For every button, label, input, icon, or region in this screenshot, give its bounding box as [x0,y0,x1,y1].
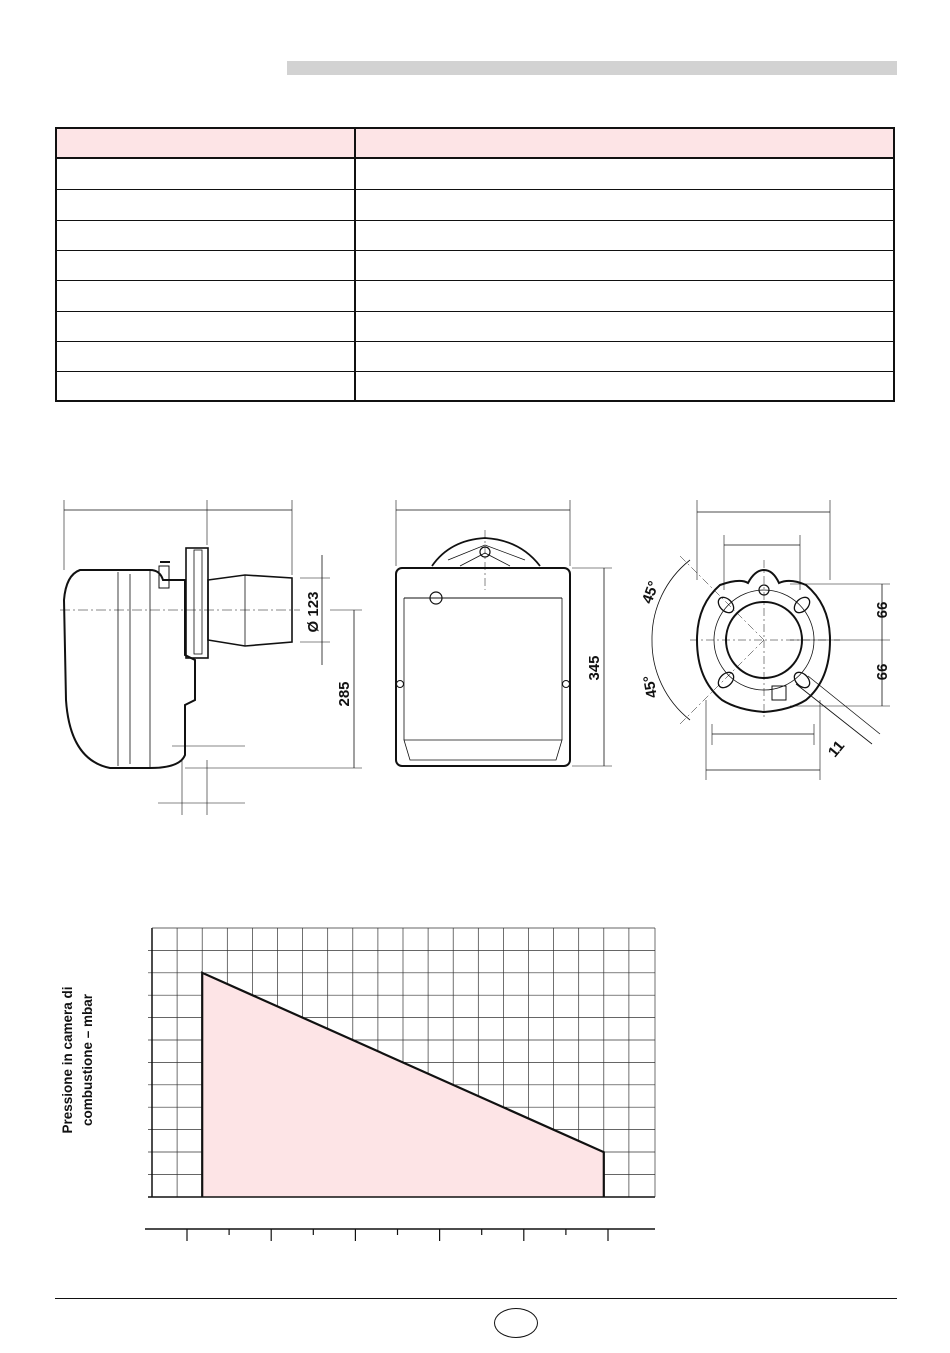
x-scale [145,1229,655,1241]
dim-diameter-123: Ø 123 [305,591,322,633]
ylabel-line-2: combustione – mbar [80,993,95,1127]
table-row [57,311,893,312]
dim-angle-bottom: 45° [640,674,661,700]
dim-height-345: 345 [586,655,603,681]
chart-y-axis-label [48,960,108,1160]
table-row [57,341,893,342]
burner-dimension-drawings [0,480,950,840]
side-view-drawing [60,500,362,815]
page-number-oval [494,1308,538,1338]
dim-angle-top: 45° [638,578,663,607]
table-row [57,280,893,281]
dim-slot-11: 11 [824,737,849,761]
table-row [57,250,893,251]
ylabel-line-1: Pressione in camera di [60,986,75,1134]
front-view-drawing [396,500,612,766]
section-header-bar [287,61,897,75]
flange-view-drawing [652,500,890,780]
pressure-chart [140,920,665,1250]
table-column-divider [354,129,356,400]
spec-table [55,127,895,402]
dim-99-upper: 99 [873,601,890,619]
dim-height-285: 285 [336,681,353,707]
spec-table-header [57,129,893,159]
table-row [57,189,893,190]
footer-rule [55,1298,897,1299]
table-row [57,220,893,221]
table-row [57,371,893,372]
dim-99-lower: 99 [873,663,890,681]
